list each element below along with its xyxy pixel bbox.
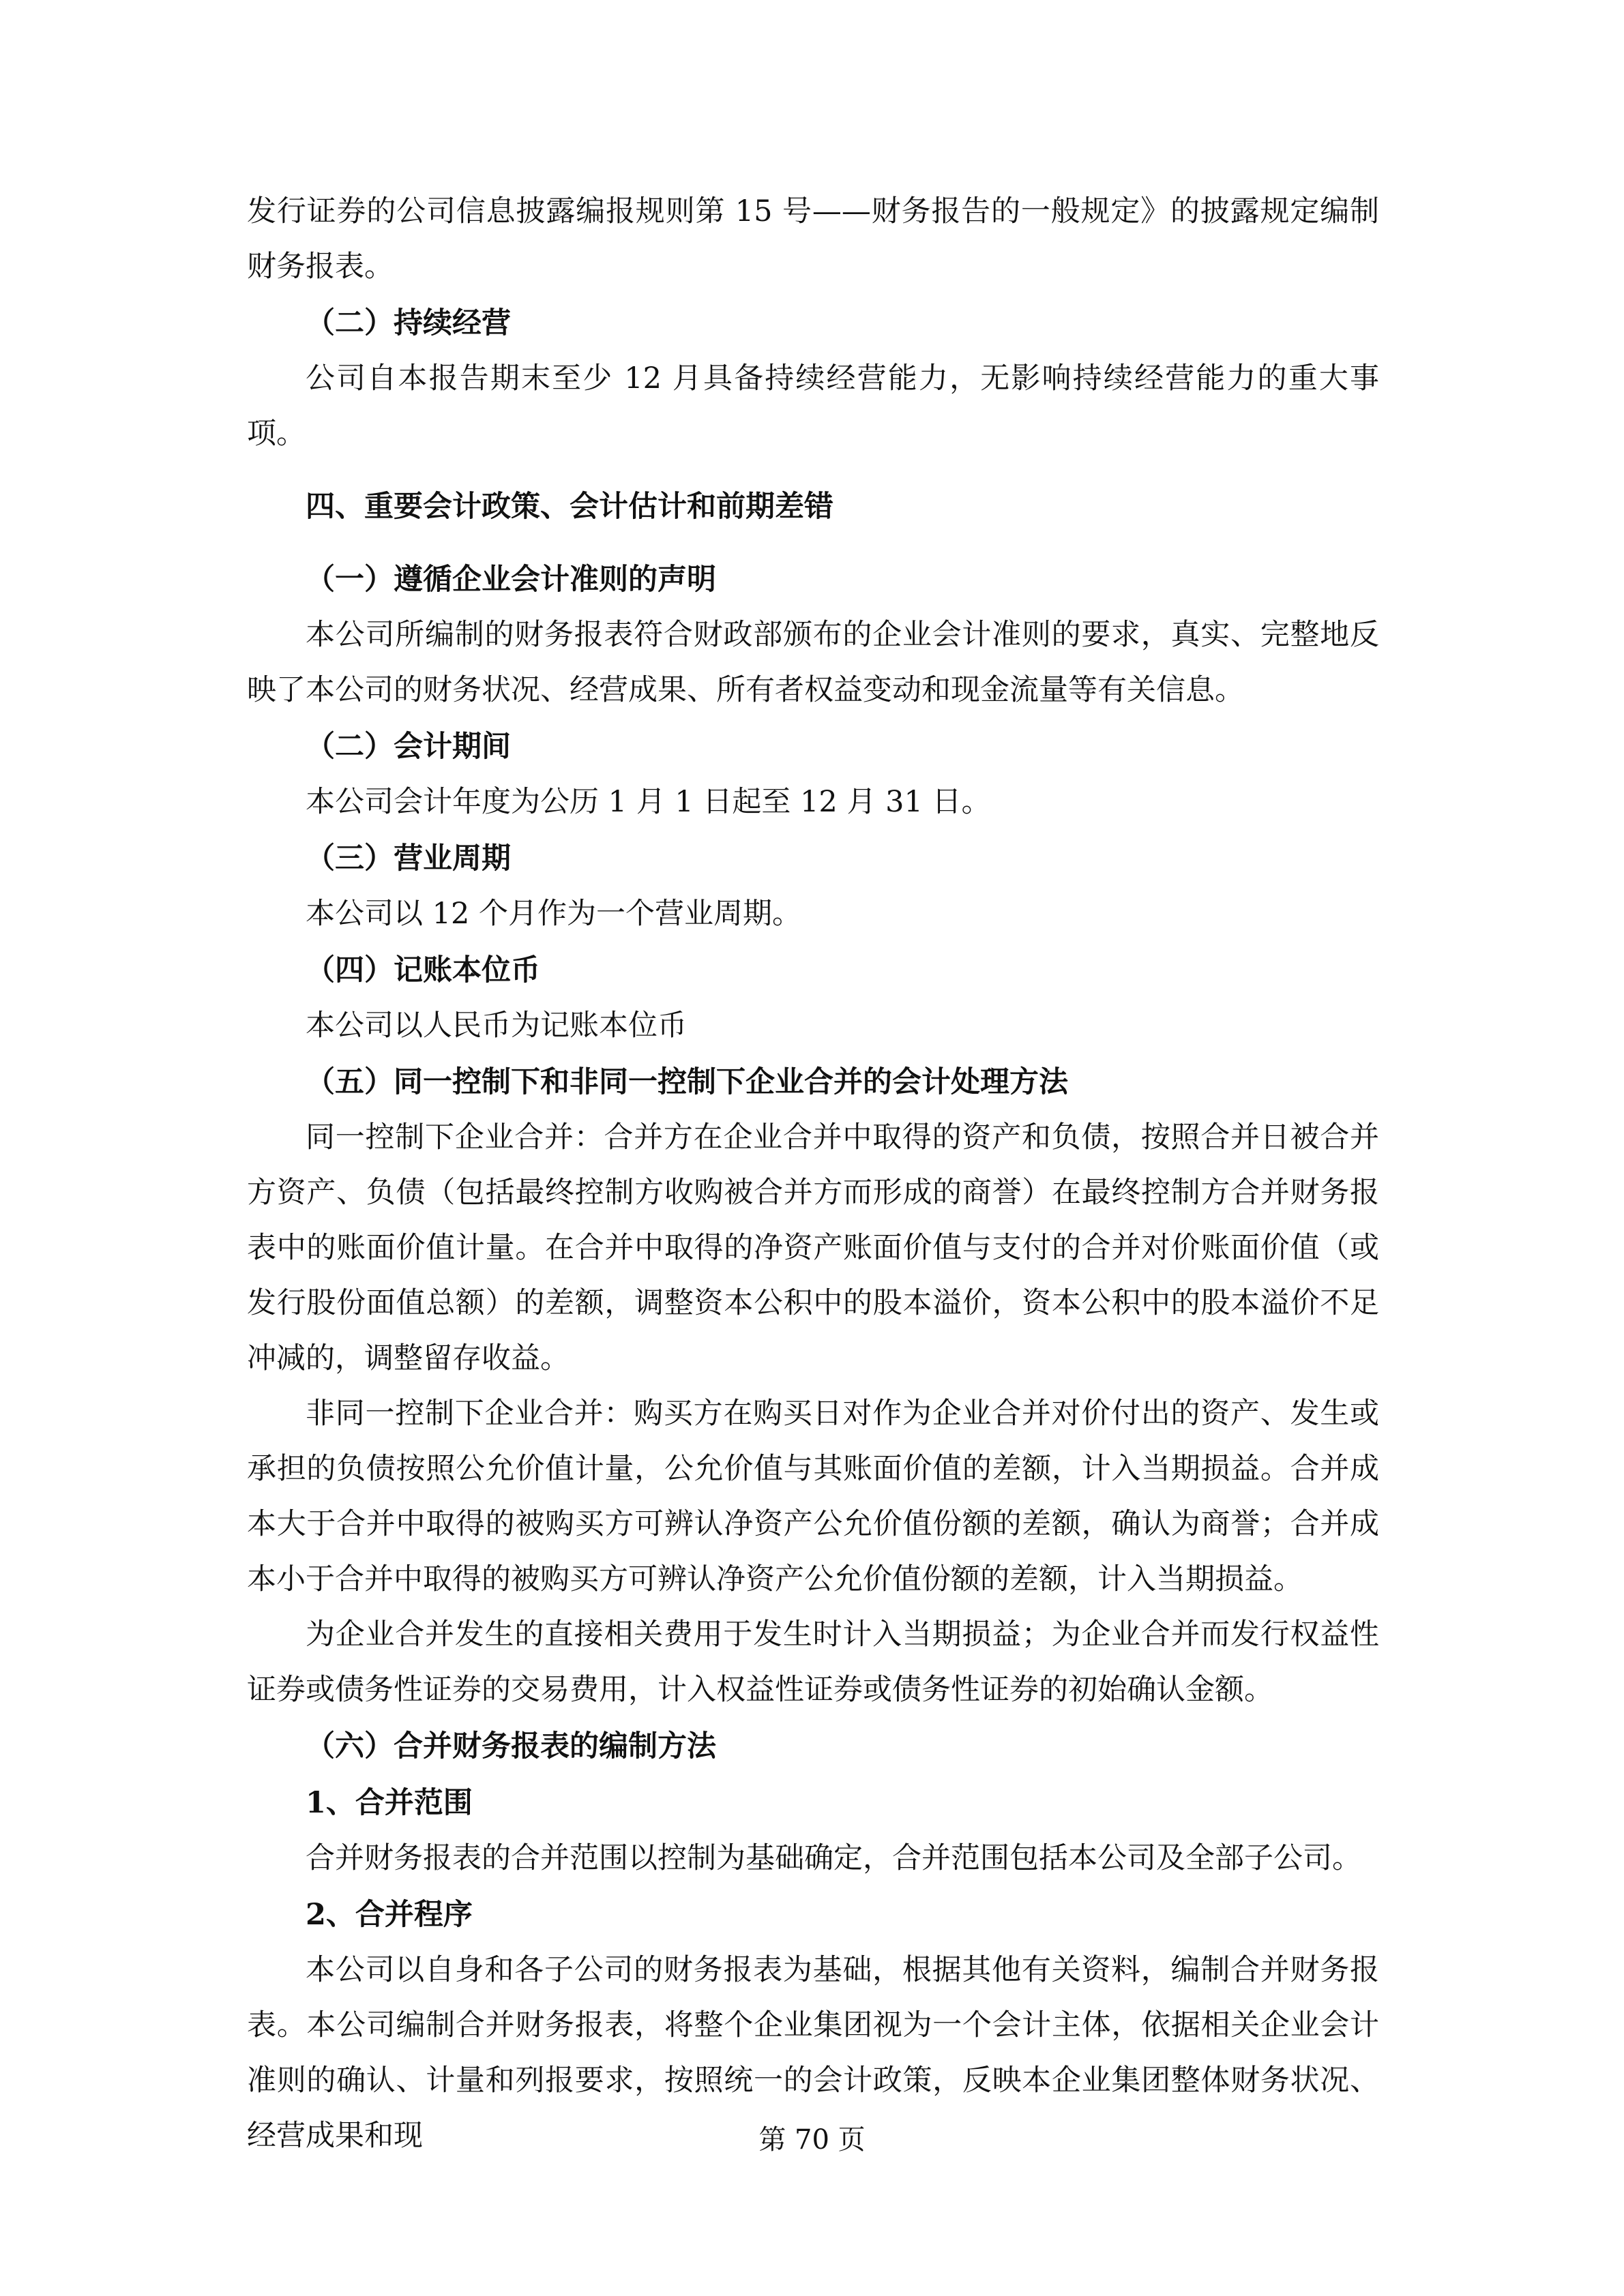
heading-compliance-statement: （一）遵循企业会计准则的声明: [306, 563, 716, 597]
heading-consolidation-procedure: 2、合并程序: [306, 1898, 473, 1932]
heading-business-combinations: （五）同一控制下和非同一控制下企业合并的会计处理方法: [306, 1065, 1068, 1099]
heading-operating-cycle: （三）营业周期: [306, 841, 511, 876]
paragraph-common-control-combination: 同一控制下企业合并：合并方在企业合并中取得的资产和负债，按照合并日被合并方资产、负债（包括最终控制方收购被合并方而形成的商誉）在最终控制方合并财务报表中的账面价值计量。在合并中取得的净资产账面价值与支付的合并对价账面价值（或发行股份面值总额）的差额，调整资本公积中的股本溢价，资本公积中的股本溢价不足冲减的，调整留存收益。: [247, 1120, 1379, 1375]
paragraph-functional-currency: 本公司以人民币为记账本位币: [306, 1009, 687, 1043]
heading-consolidation-scope: 1、合并范围: [306, 1786, 473, 1820]
page-body: [247, 184, 1379, 2164]
paragraph-going-concern: 公司自本报告期末至少 12 月具备持续经营能力，无影响持续经营能力的重大事项。: [247, 361, 1379, 451]
paragraph-operating-cycle: 本公司以 12 个月作为一个营业周期。: [306, 897, 802, 931]
heading-accounting-period: （二）会计期间: [306, 730, 511, 764]
heading-consolidated-statements: （六）合并财务报表的编制方法: [306, 1729, 716, 1763]
paragraph-consolidation-scope: 合并财务报表的合并范围以控制为基础确定，合并范围包括本公司及全部子公司。: [306, 1841, 1361, 1875]
paragraph-continuation: 发行证券的公司信息披露编报规则第 15 号——财务报告的一般规定》的披露规定编制财务报表。: [247, 194, 1379, 284]
section-heading-accounting-policies: 四、重要会计政策、会计估计和前期差错: [306, 490, 833, 524]
paragraph-combination-costs: 为企业合并发生的直接相关费用于发生时计入当期损益；为企业合并而发行权益性证券或债务性证券的交易费用，计入权益性证券或债务性证券的初始确认金额。: [247, 1617, 1379, 1707]
paragraph-compliance-statement: 本公司所编制的财务报表符合财政部颁布的企业会计准则的要求，真实、完整地反映了本公司的财务状况、经营成果、所有者权益变动和现金流量等有关信息。: [247, 618, 1379, 707]
page-number: 第 70 页: [758, 2124, 866, 2156]
paragraph-accounting-period: 本公司会计年度为公历 1 月 1 日起至 12 月 31 日。: [306, 785, 991, 819]
heading-going-concern: （二）持续经营: [306, 306, 511, 340]
heading-functional-currency: （四）记账本位币: [306, 953, 540, 987]
paragraph-consolidation-procedure: 本公司以自身和各子公司的财务报表为基础，根据其他有关资料，编制合并财务报表。本公司编制合并财务报表，将整个企业集团视为一个会计主体，依据相关企业会计准则的确认、计量和列报要求，按照统一的会计政策，反映本企业集团整体财务状况、经营成果和现: [247, 1953, 1379, 2153]
paragraph-non-common-control-combination: 非同一控制下企业合并：购买方在购买日对作为企业合并对价付出的资产、发生或承担的负债按照公允价值计量，公允价值与其账面价值的差额，计入当期损益。合并成本大于合并中取得的被购买方可辨认净资产公允价值份额的差额，确认为商誉；合并成本小于合并中取得的被购买方可辨认净资产公允价值份额的差额，计入当期损益。: [247, 1397, 1379, 1596]
